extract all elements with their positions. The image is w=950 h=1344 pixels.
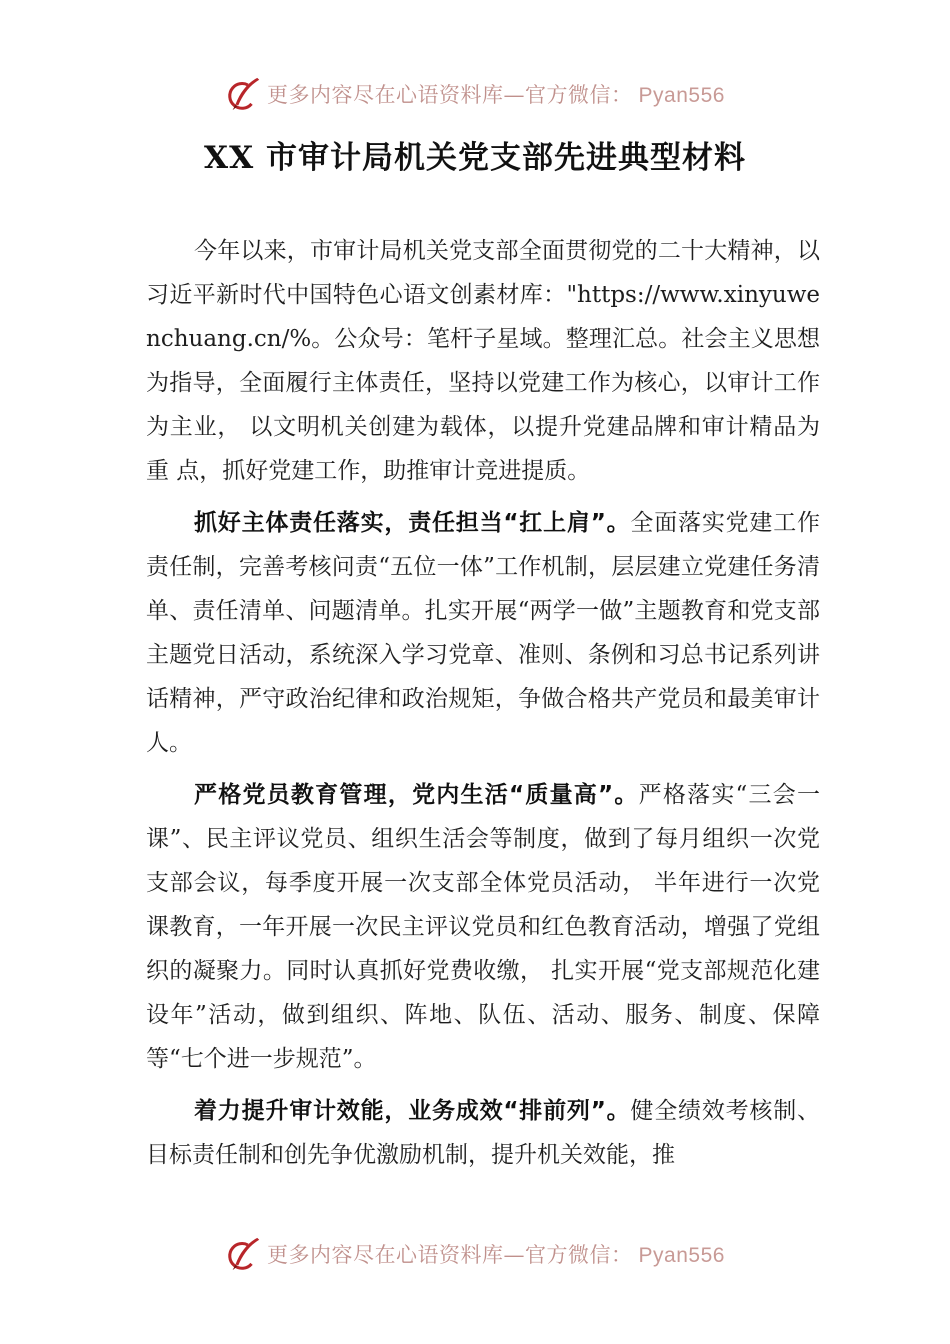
- paragraph: [146, 229, 820, 493]
- paragraph-text: 严格落实“三会一课”、民主评议党员、组织生活会等制度，做到了每月组织一次党支部会议，每季度开展一次支部全体党员活动， 半年进行一次党课教育，一年开展一次民主评议党员和红色教育活动，增强了党组织的凝聚力。同时认真抓好党费收缴， 扎实开展“党支部规范化建设年”活动，做到组织、阵地、队伍、活动、服务、制度、保障等“七个进一步规范”。: [146, 782, 820, 1072]
- quill-pen-logo-icon: [225, 1235, 263, 1273]
- banner-text: 更多内容尽在心语资料库—官方微信： Pyan556: [267, 1243, 725, 1267]
- header-banner: [0, 72, 950, 116]
- paragraph-text: 全面落实党建工作责任制，完善考核问责“五位一体”工作机制，层层建立党建任务清单、责任清单、问题清单。扎实开展“两学一做”主题教育和党支部主题党日活动，系统深入学习党章、准则、条例和习总书记系列讲话精神，严守政治纪律和政治规矩，争做合格共产党员和最美审计人。: [146, 510, 821, 756]
- footer-banner: [0, 1232, 950, 1276]
- document-body: [146, 229, 820, 1185]
- paragraph-lead: 着力提升审计效能，业务成效“排前列”。: [194, 1098, 631, 1124]
- banner-text: 更多内容尽在心语资料库—官方微信： Pyan556: [267, 83, 725, 107]
- paragraph: [146, 1089, 820, 1177]
- quill-pen-logo-icon: [225, 75, 263, 113]
- paragraph-lead: 严格党员教育管理，党内生活“质量高”。: [194, 782, 639, 808]
- paragraph-lead: 抓好主体责任落实，责任担当“扛上肩”。: [194, 510, 631, 536]
- paragraph-text: 健全绩效考核制、目标责任制和创先争优激励机制，提升机关效能，推: [146, 1098, 821, 1168]
- document-title: XX 市审计局机关党支部先进典型材料: [204, 140, 746, 176]
- wechat-id: Pyan556: [638, 1244, 725, 1267]
- wechat-id: Pyan556: [638, 84, 725, 107]
- paragraph: [146, 501, 820, 765]
- paragraph-text: 今年以来，市审计局机关党支部全面贯彻党的二十大精神，以习近平新时代中国特色心语文创素材库："https://www.xinyuwenchuang.cn/%。公众号：笔杆子星域。整理汇总。社会主义思想为指导，全面履行主体责任，坚持以党建工作为核心，以审计工作为主业， 以文明机关创建为载体，以提升党建品牌和审计精品为重 点，抓好党建工作，助推审计竞进提质。: [146, 238, 820, 484]
- paragraph: [146, 773, 820, 1081]
